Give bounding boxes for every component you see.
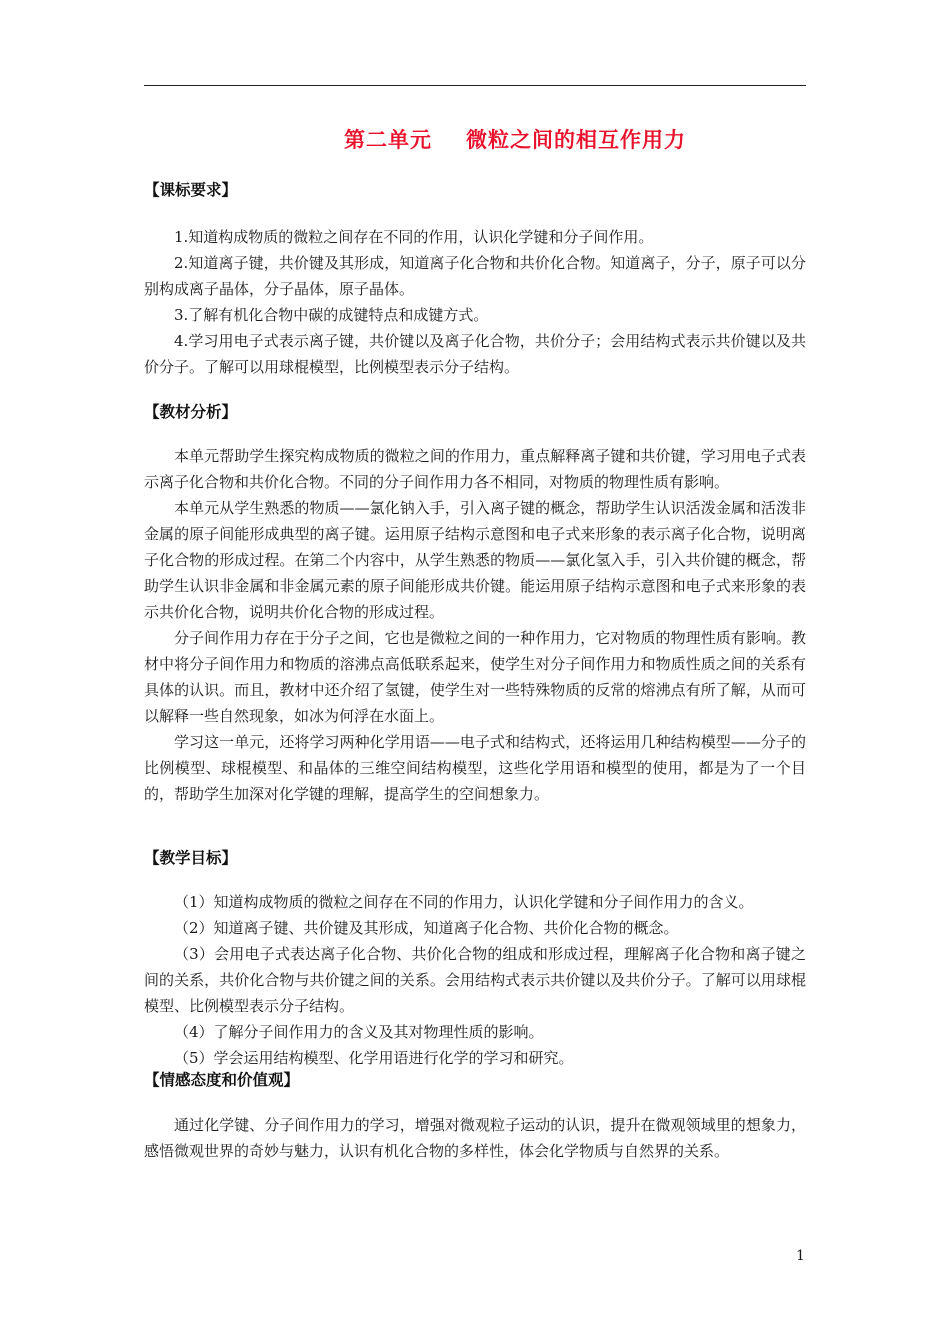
paragraph: 学习这一单元，还将学习两种化学用语——电子式和结构式，还将运用几种结构模型——分子的比例模型、球棍模型、和晶体的三维空间结构模型，这些化学用语和模型的使用，都是为了一个目的，帮助学生加深对化学键的理解，提高学生的空间想象力。 [144,733,806,803]
list-item: （5）学会运用结构模型、化学用语进行化学的学习和研究。 [174,1049,574,1067]
paragraph: 通过化学键、分子间作用力的学习，增强对微观粒子运动的认识，提升在微观领域里的想象力，感悟微观世界的奇妙与魅力，认识有机化合物的多样性，体会化学物质与自然界的关系。 [144,1116,806,1160]
list-item: （4）了解分子间作用力的含义及其对物理性质的影响。 [174,1023,544,1041]
title-unit: 第二单元 [344,128,432,152]
section-heading-analysis: 【教材分析】 [144,403,238,421]
list-item: 2.知道离子键，共价键及其形成，知道离子化合物和共价化合物。知道离子，分子，原子可以分别构成离子晶体，分子晶体，原子晶体。 [144,254,806,298]
section-heading-values: 【情感态度和价值观】 [144,1071,300,1089]
section-heading-goals: 【教学目标】 [144,849,238,867]
values-body [144,1112,806,1164]
header-rule [144,85,806,86]
section-heading-requirements: 【课标要求】 [144,181,238,199]
list-item: 4.学习用电子式表示离子键，共价键以及离子化合物，共价分子；会用结构式表示共价键以及共价分子。了解可以用球棍模型，比例模型表示分子结构。 [144,332,806,376]
paragraph: 本单元从学生熟悉的物质——氯化钠入手，引入离子键的概念，帮助学生认识活泼金属和活泼非金属的原子间能形成典型的离子键。运用原子结构示意图和电子式来形象的表示离子化合物，说明离子化合物的形成过程。在第二个内容中，从学生熟悉的物质——氯化氢入手，引入共价键的概念，帮助学生认识非金属和非金属元素的原子间能形成共价键。能运用原子结构示意图和电子式来形象的表示共价化合物，说明共价化合物的形成过程。 [144,499,806,621]
title-name: 微粒之间的相互作用力 [466,128,686,152]
list-item: （1）知道构成物质的微粒之间存在不同的作用力，认识化学键和分子间作用力的含义。 [174,893,754,911]
paragraph: 分子间作用力存在于分子之间，它也是微粒之间的一种作用力，它对物质的物理性质有影响。教材中将分子间作用力和物质的溶沸点高低联系起来，使学生对分子间作用力和物质性质之间的关系有具体的认识。而且，教材中还介绍了氢键，使学生对一些特殊物质的反常的熔沸点有所了解，从而可以解释一些自然现象，如冰为何浮在水面上。 [144,629,806,725]
paragraph: 本单元帮助学生探究构成物质的微粒之间的作用力，重点解释离子键和共价键，学习用电子式表示离子化合物和共价化合物。不同的分子间作用力各不相同，对物质的物理性质有影响。 [144,447,806,491]
goals-list [144,889,806,1071]
analysis-body [144,443,806,807]
list-item: （3）会用电子式表达离子化合物、共价化合物的组成和形成过程，理解离子化合物和离子键之间的关系，共价化合物与共价键之间的关系。会用结构式表示共价键以及共价分子。了解可以用球棍模型、比例模型表示分子结构。 [144,945,806,1015]
list-item: （2）知道离子键、共价键及其形成，知道离子化合物、共价化合物的概念。 [174,919,679,937]
list-item: 1.知道构成物质的微粒之间存在不同的作用，认识化学键和分子间作用。 [174,228,654,246]
page-title [144,124,806,154]
page-number: 1 [796,1248,805,1264]
list-item: 3.了解有机化合物中碳的成键特点和成键方式。 [174,306,489,324]
requirements-list [144,224,806,380]
